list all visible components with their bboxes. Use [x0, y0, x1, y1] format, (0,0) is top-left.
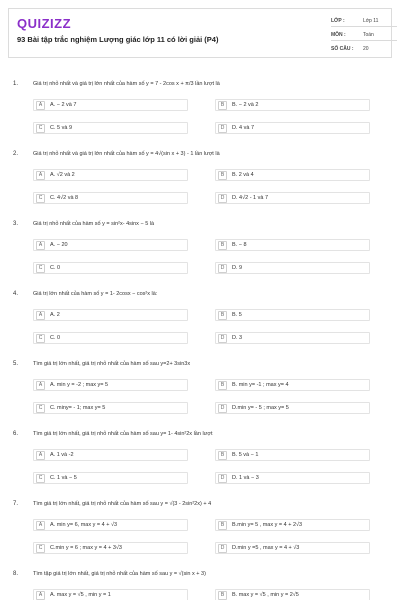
option-text: B. − 2 và 2	[232, 102, 259, 108]
option-d[interactable]	[215, 402, 370, 414]
question-number: 7.	[13, 501, 19, 507]
question-number: 1.	[13, 81, 19, 87]
option-letter: B	[218, 521, 227, 530]
meta-divider	[331, 26, 397, 27]
option-c[interactable]	[33, 262, 188, 274]
option-letter: A	[36, 101, 45, 110]
option-text: D. 4√2 - 1 và 7	[232, 195, 269, 201]
meta-class-row	[331, 18, 393, 24]
option-text: B. 5 và − 1	[232, 452, 259, 458]
option-letter: C	[36, 124, 45, 133]
option-letter: C	[36, 334, 45, 343]
option-b[interactable]	[215, 379, 370, 391]
option-d[interactable]	[215, 122, 370, 134]
meta-label: LỚP :	[331, 18, 345, 24]
worksheet-header	[8, 8, 392, 58]
question-text: Tìm tập giá trị lớn nhất, giá trị nhỏ nhất của hàm số sau y = √(sin x + 3)	[33, 571, 206, 577]
option-letter: A	[36, 381, 45, 390]
option-letter: B	[218, 101, 227, 110]
option-letter: A	[36, 451, 45, 460]
option-letter: D	[218, 404, 227, 413]
option-text: D. 1 và − 3	[232, 475, 259, 481]
option-letter: A	[36, 521, 45, 530]
option-a[interactable]	[33, 589, 188, 600]
meta-count-row	[331, 46, 393, 52]
option-text: A. − 2 và 7	[50, 102, 77, 108]
option-letter: B	[218, 171, 227, 180]
option-letter: A	[36, 241, 45, 250]
option-b[interactable]	[215, 99, 370, 111]
meta-subject-row	[331, 32, 393, 38]
option-letter: A	[36, 311, 45, 320]
option-text: B.min y= 5 , max y = 4 + 2√3	[232, 522, 303, 528]
option-a[interactable]	[33, 99, 188, 111]
option-text: D.min y =5 , max y = 4 + √3	[232, 545, 300, 551]
option-letter: C	[36, 404, 45, 413]
option-c[interactable]	[33, 122, 188, 134]
question-text: Giá trị nhỏ nhất của hàm số y = sin²x- 4sinx − 5 là	[33, 221, 155, 227]
option-text: A. min y= 6, max y = 4 + √3	[50, 522, 118, 528]
option-text: A. 1 và -2	[50, 452, 74, 458]
option-text: A. √2 và 2	[50, 172, 75, 178]
option-b[interactable]	[215, 519, 370, 531]
option-b[interactable]	[215, 239, 370, 251]
option-text: D. 9	[232, 265, 243, 271]
option-d[interactable]	[215, 542, 370, 554]
option-letter: B	[218, 381, 227, 390]
question-number: 3.	[13, 221, 19, 227]
question-text: Giá trị nhỏ nhất và giá trị lớn nhất của hàm số y = 7 - 2cos x + π/3 lần lượt là	[33, 81, 220, 87]
option-letter: D	[218, 334, 227, 343]
option-letter: A	[36, 591, 45, 600]
meta-value: 20	[363, 46, 369, 52]
option-text: B. 2 và 4	[232, 172, 254, 178]
question-number: 5.	[13, 361, 19, 367]
option-b[interactable]	[215, 589, 370, 600]
question-number: 2.	[13, 151, 19, 157]
option-letter: B	[218, 451, 227, 460]
option-letter: D	[218, 264, 227, 273]
option-text: D. 3	[232, 335, 243, 341]
question-text: Tìm giá trị lớn nhất, giá trị nhỏ nhất của hàm số sau y=2+ 3sin3x	[33, 361, 191, 367]
option-letter: B	[218, 591, 227, 600]
option-text: C. 1 và − 5	[50, 475, 77, 481]
question-number: 8.	[13, 571, 19, 577]
option-letter: D	[218, 474, 227, 483]
question-text: Tìm giá trị lớn nhất, giá trị nhỏ nhất của hàm số sau y= 1- 4sin²2x lần lượt	[33, 431, 213, 437]
question-number: 6.	[13, 431, 19, 437]
option-c[interactable]	[33, 192, 188, 204]
option-text: B. 5	[232, 312, 242, 318]
option-text: C.min y = 6 ; max y = 4 + 3√3	[50, 545, 122, 551]
quizizz-logo: QUIZIZZ	[17, 16, 72, 31]
option-a[interactable]	[33, 449, 188, 461]
page-title: 93 Bài tập trắc nghiệm Lượng giác lớp 11 có lời giải (P4)	[17, 35, 219, 44]
option-d[interactable]	[215, 332, 370, 344]
option-letter: D	[218, 194, 227, 203]
option-d[interactable]	[215, 192, 370, 204]
option-text: B. − 8	[232, 242, 247, 248]
option-text: B. max y = √5 , min y = 2√5	[232, 592, 299, 598]
option-letter: C	[36, 194, 45, 203]
option-letter: D	[218, 544, 227, 553]
option-b[interactable]	[215, 309, 370, 321]
option-b[interactable]	[215, 449, 370, 461]
meta-label: MÔN :	[331, 32, 346, 38]
option-text: A. − 20	[50, 242, 68, 248]
option-letter: C	[36, 264, 45, 273]
option-a[interactable]	[33, 379, 188, 391]
option-c[interactable]	[33, 332, 188, 344]
option-a[interactable]	[33, 519, 188, 531]
option-text: D. 4 và 7	[232, 125, 255, 131]
option-b[interactable]	[215, 169, 370, 181]
option-a[interactable]	[33, 239, 188, 251]
option-c[interactable]	[33, 402, 188, 414]
option-letter: B	[218, 241, 227, 250]
option-d[interactable]	[215, 262, 370, 274]
meta-value: Lớp 11	[363, 18, 379, 24]
option-text: A. max y = √5 , min y = 1	[50, 592, 111, 598]
option-letter: C	[36, 474, 45, 483]
option-letter: B	[218, 311, 227, 320]
option-text: C. 0	[50, 265, 61, 271]
option-text: B. min y= -1 ; max y= 4	[232, 382, 289, 388]
option-a[interactable]	[33, 309, 188, 321]
question-text: Tìm giá trị lớn nhất, giá trị nhỏ nhất của hàm số sau y = √(3 - 2sin²2x) + 4	[33, 501, 212, 507]
meta-divider	[331, 40, 397, 41]
option-letter: D	[218, 124, 227, 133]
option-c[interactable]	[33, 472, 188, 484]
question-text: Giá trị nhỏ nhất và giá trị lớn nhất của hàm số y = 4√(sin x + 3) - 1 lần lượt là	[33, 151, 220, 157]
option-text: C. 0	[50, 335, 61, 341]
option-text: D.min y= - 5 ; max y= 5	[232, 405, 289, 411]
option-text: A. 2	[50, 312, 60, 318]
option-letter: A	[36, 171, 45, 180]
option-a[interactable]	[33, 169, 188, 181]
option-letter: C	[36, 544, 45, 553]
question-text: Giá trị lớn nhất của hàm số y = 1- 2cosx − cos²x là:	[33, 291, 158, 297]
option-text: C. 5 và 9	[50, 125, 73, 131]
option-text: C. miny= - 1; max y= 5	[50, 405, 106, 411]
option-text: A. min y = -2 ; max y= 5	[50, 382, 109, 388]
meta-value: Toán	[363, 32, 374, 38]
meta-label: SỐ CÂU :	[331, 46, 354, 52]
option-text: C. 4√2 và 8	[50, 195, 79, 201]
question-number: 4.	[13, 291, 19, 297]
option-c[interactable]	[33, 542, 188, 554]
option-d[interactable]	[215, 472, 370, 484]
